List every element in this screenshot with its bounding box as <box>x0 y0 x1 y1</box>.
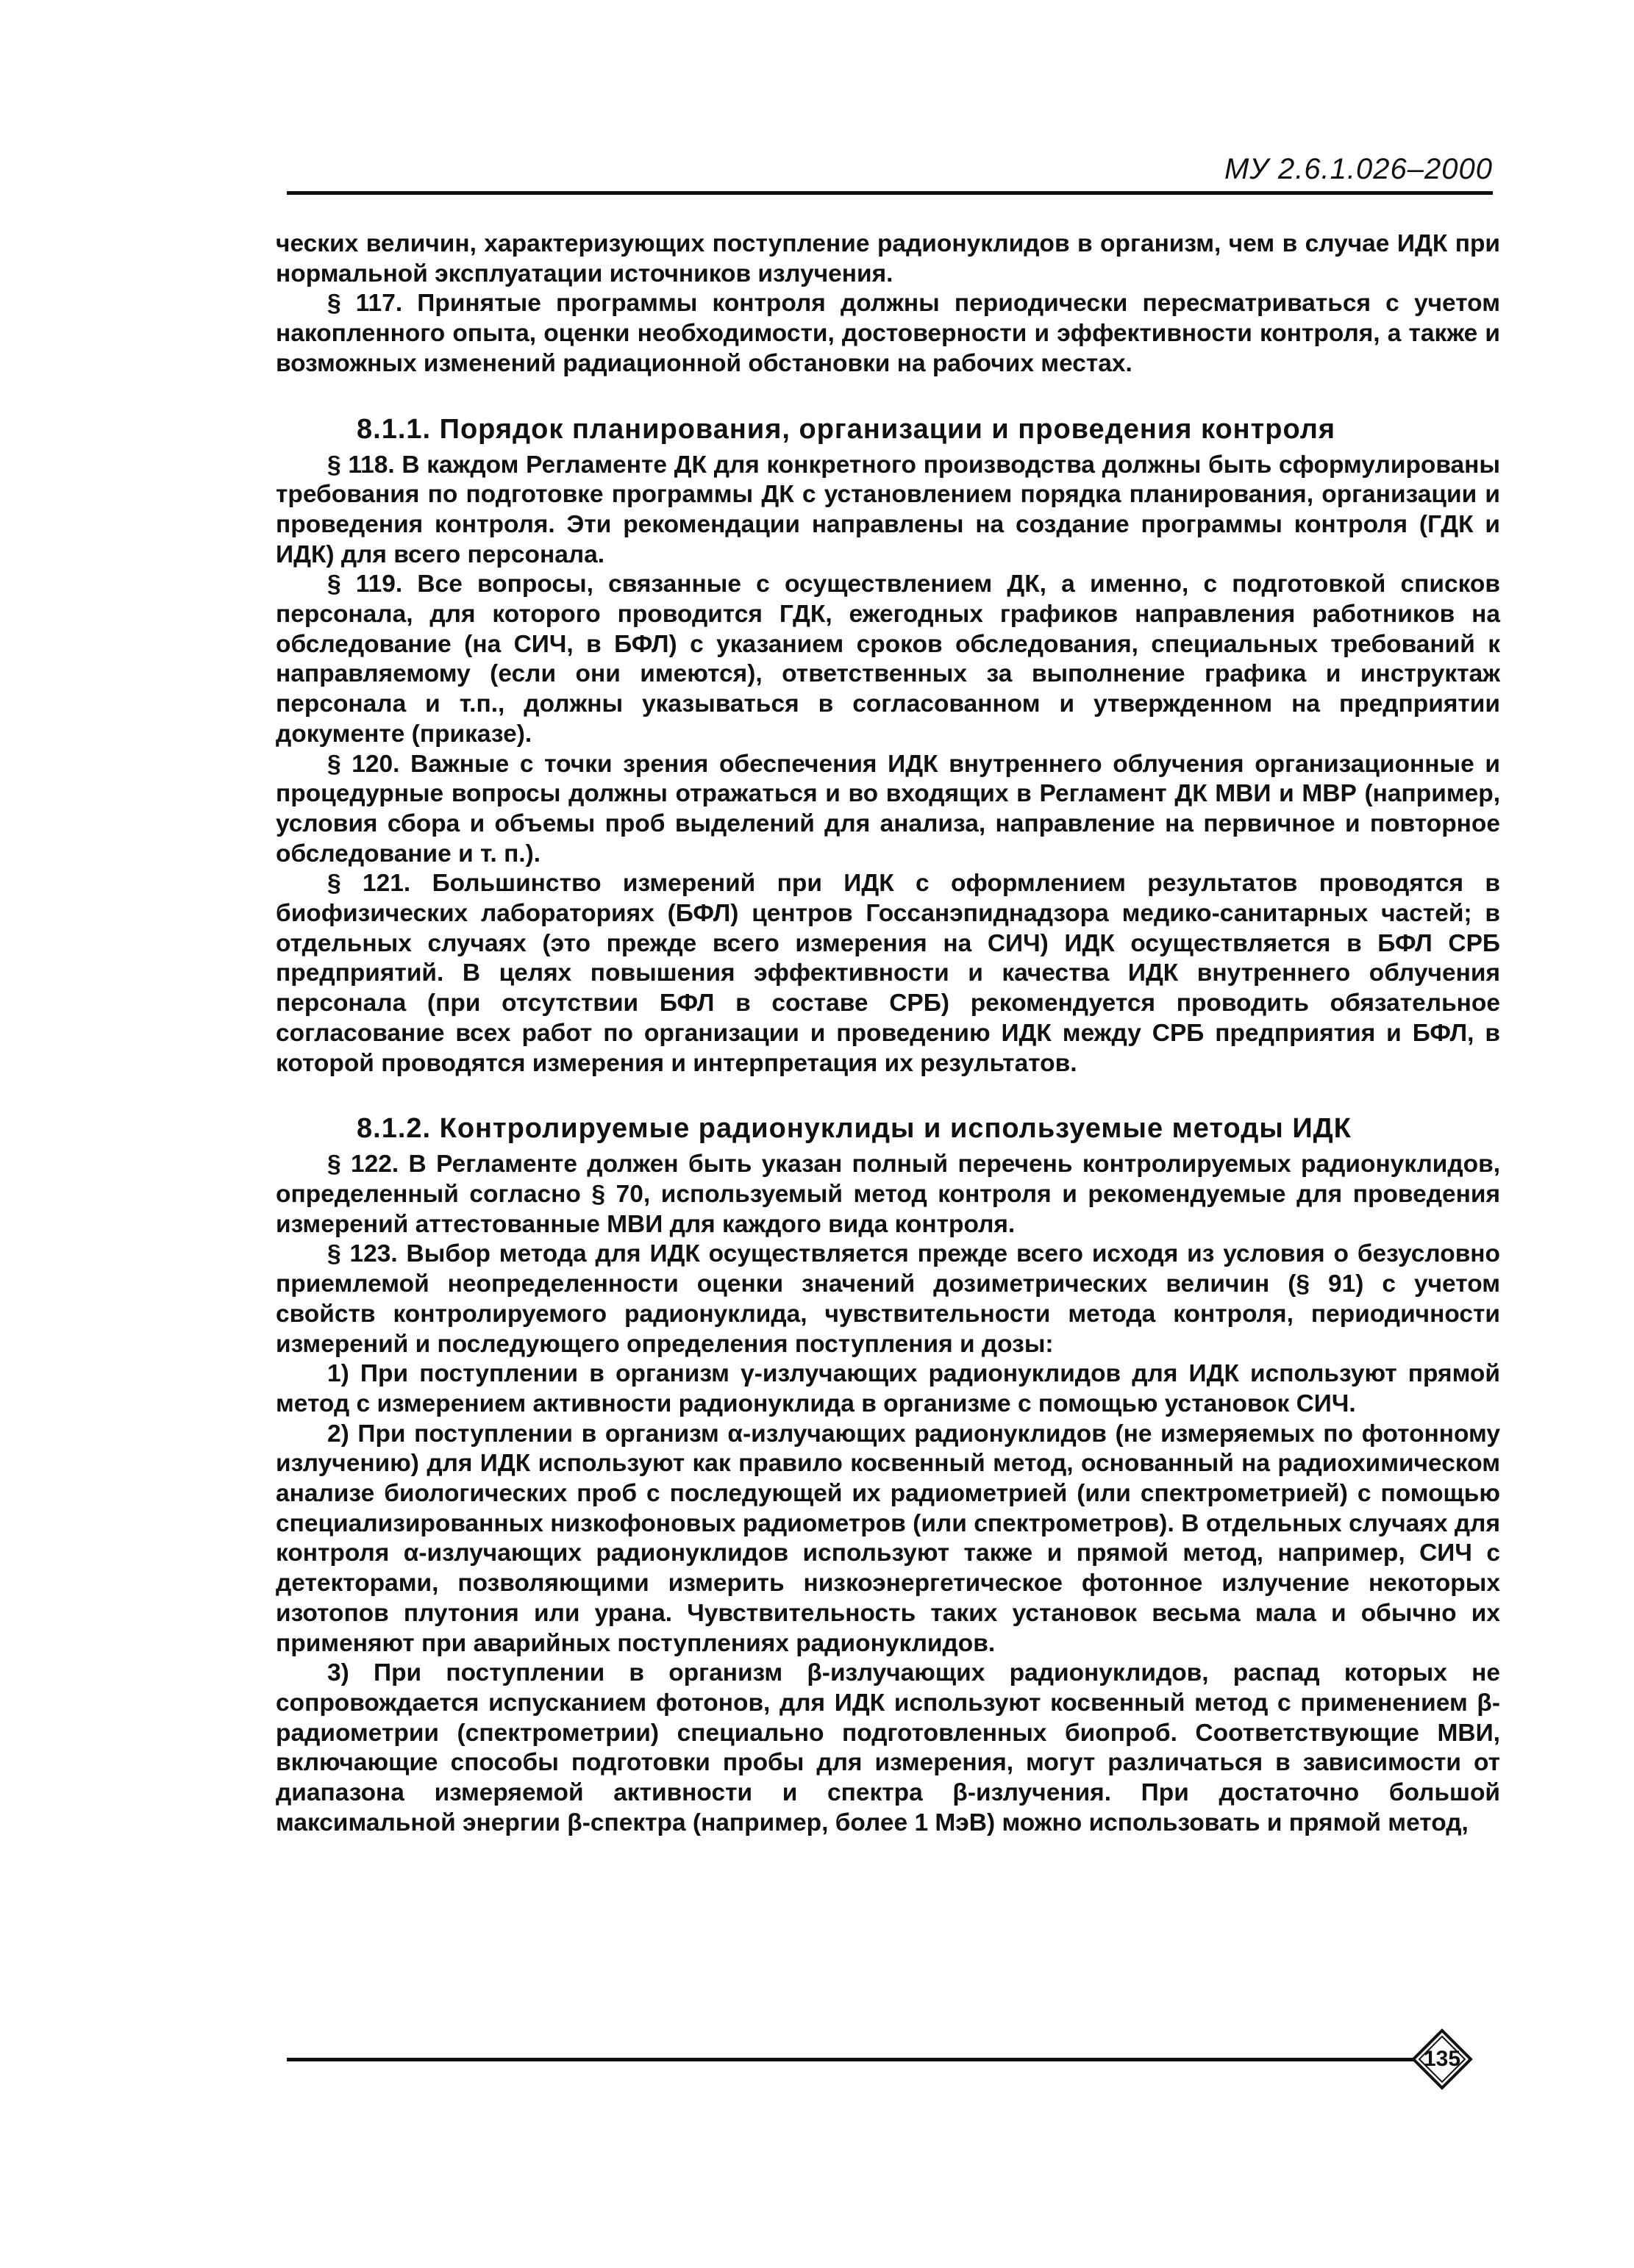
page-body <box>276 229 1500 1838</box>
paragraph-117: § 117. Принятые программы контроля должны периодически пересматриваться с учетом накопленного опыта, оценки необходимости, достоверности и эффективности контроля, а также и возможных изменений радиационной обстановки на рабочих местах. <box>276 290 1500 377</box>
paragraph: ческих величин, характеризующих поступление радионуклидов в организм, чем в случае ИДК при нормальной эксплуатации источников излучения. <box>276 230 1500 287</box>
paragraph-122: § 122. В Регламенте должен быть указан полный перечень контролируемых радионуклидов, определенный согласно § 70, используемый метод контроля и рекомендуемые для проведения измерений аттестованные МВИ для каждого вида контроля. <box>276 1151 1500 1238</box>
page-number: 135 <box>1423 2047 1461 2071</box>
list-item-1: 1) При поступлении в организм γ-излучающих радионуклидов для ИДК используют прямой метод с измерением активности радионуклида в организме с помощью установок СИЧ. <box>276 1360 1500 1417</box>
paragraph-118: § 118. В каждом Регламенте ДК для конкретного производства должны быть сформулированы требования по подготовке программы ДК с установлением порядка планирования, организации и проведения контроля. Эти рекомендации направлены на создание программы контроля (ГДК и ИДК) для всего персонала. <box>276 451 1500 568</box>
page-number-badge <box>1410 2028 1474 2091</box>
paragraph-120: § 120. Важные с точки зрения обеспечения ИДК внутреннего облучения организационные и процедурные вопросы должны отражаться и во входящих в Регламент ДК МВИ и МВР (например, условия сбора и объемы проб выделений для анализа, направление на первичное и повторное обследование и т. п.). <box>276 750 1500 868</box>
section-heading-8-1-2: 8.1.2. Контролируемые радионуклиды и используемые методы ИДК <box>357 1113 1352 1145</box>
list-item-2: 2) При поступлении в организм α-излучающих радионуклидов (не измеряемых по фотонному излучению) для ИДК используют как правило косвенный метод, основанный на радиохимическом анализе биологических проб с последующей их радиометрией (или спектрометрией) с помощью специализированных низкофоновых радиометров (или спектрометров). В отдельных случаях для контроля α-излучающих радионуклидов используют также и прямой метод, например, СИЧ с детекторами, позволяющими измерить низкоэнергетическое фотонное излучение некоторых изотопов плутония или урана. Чувствительность таких установок весьма мала и обычно их применяют при аварийных поступлениях радионуклидов. <box>276 1420 1500 1657</box>
page-header <box>287 147 1493 195</box>
list-item-3: 3) При поступлении в организм β-излучающих радионуклидов, распад которых не сопровождается испусканием фотонов, для ИДК используют косвенный метод с применением β-радиометрии (спектрометрии) специально подготовленных биопроб. Соответствующие МВИ, включающие способы подготовки пробы для измерения, могут различаться в зависимости от диапазона измеряемой активности и спектра β-излучения. При достаточно большой максимальной энергии β-спектра (например, более 1 МэВ) можно использовать и прямой метод, <box>276 1659 1500 1836</box>
paragraph-123: § 123. Выбор метода для ИДК осуществляется прежде всего исходя из условия о безусловно приемлемой неопределенности оценки значений дозиметрических величин (§ 91) с учетом свойств контролируемого радионуклида, чувствительности метода контроля, периодичности измерений и последующего определения поступления и дозы: <box>276 1240 1500 1358</box>
document-code: МУ 2.6.1.026–2000 <box>1224 153 1493 185</box>
paragraph-121: § 121. Большинство измерений при ИДК с оформлением результатов проводятся в биофизических лабораториях (БФЛ) центров Госсанэпиднадзора медико-санитарных частей; в отдельных случаях (это прежде всего измерения на СИЧ) ИДК осуществляется в БФЛ СРБ предприятий. В целях повышения эффективности и качества ИДК внутреннего облучения персонала (при отсутствии БФЛ в составе СРБ) рекомендуется проводить обязательное согласование всех работ по организации и проведению ИДК между СРБ предприятия и БФЛ, в которой проводятся измерения и интерпретация их результатов. <box>276 870 1500 1077</box>
paragraph-119: § 119. Все вопросы, связанные с осуществлением ДК, а именно, с подготовкой списков персонала, для которого проводится ГДК, ежегодных графиков направления работников на обследование (на СИЧ, в БФЛ) с указанием сроков обследования, специальных требований к направляемому (если они имеются), ответственных за выполнение графика и инструктаж персонала и т.п., должны указываться в согласованном и утвержденном на предприятии документе (приказе). <box>276 570 1500 748</box>
section-heading-8-1-1: 8.1.1. Порядок планирования, организации и проведения контроля <box>357 413 1336 445</box>
footer-rule <box>287 2058 1434 2061</box>
